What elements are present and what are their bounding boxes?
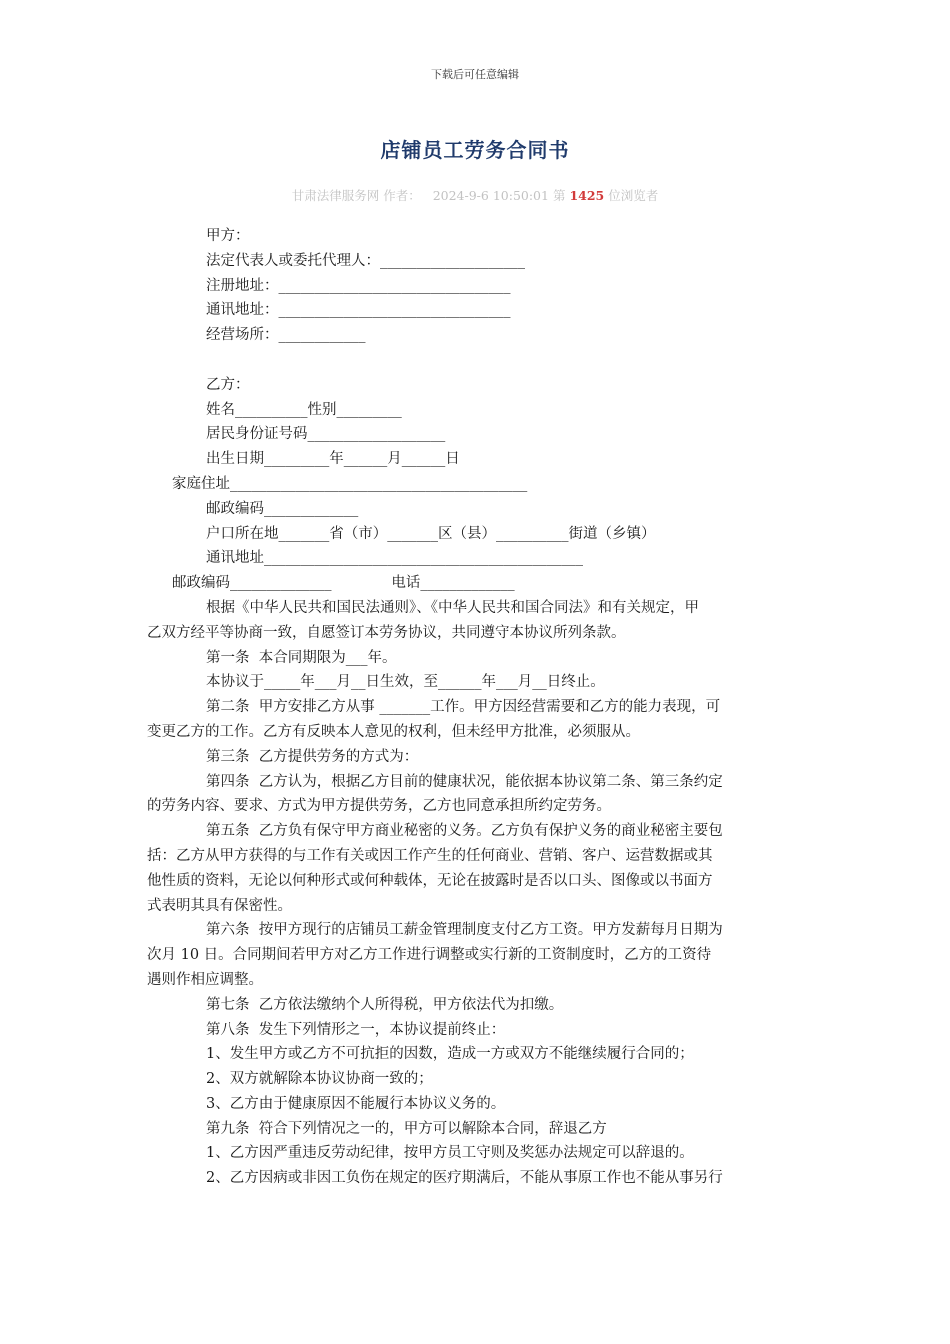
clause-line: 1、发生甲方或乙方不可抗拒的因数，造成一方或双方不能继续履行合同的； — [206, 1046, 694, 1063]
party-b-birth-date: 出生日期_________年______月______日 — [206, 451, 460, 468]
clause-line: 第六条 按甲方现行的店铺员工薪金管理制度支付乙方工资。甲方发薪每月日期为 — [206, 922, 723, 939]
clause-line: 第七条 乙方依法缴纳个人所得税，甲方依法代为扣缴。 — [206, 996, 564, 1013]
clause-line: 的劳务内容、要求、方式为甲方提供劳务，乙方也同意承担所约定劳务。 — [147, 798, 611, 815]
clause-line: 本协议于_____年___月__日生效，至______年___月__日终止。 — [206, 674, 605, 691]
contract-body — [147, 224, 807, 1191]
header-note: 下载后可任意编辑 — [431, 68, 519, 81]
party-b-hukou: 户口所在地_______省（市）_______区（县）__________街道（乡镇） — [206, 525, 656, 542]
party-a-representative: 法定代表人或委托代理人：____________________ — [206, 252, 525, 269]
spacer — [147, 348, 807, 373]
clause-line: 第一条 本合同期限为___年。 — [206, 649, 397, 666]
clause-line: 第九条 符合下列情况之一的，甲方可以解除本合同，辞退乙方 — [206, 1120, 607, 1137]
meta-views-prefix: 第 — [552, 188, 566, 203]
clause-line: 根据《中华人民共和国民法通则》、《中华人民共和国合同法》和有关规定，甲 — [206, 599, 699, 616]
clause-line: 遇则作相应调整。 — [147, 971, 263, 988]
clause-line: 第三条 乙方提供劳务的方式为： — [206, 748, 419, 765]
clause-line: 他性质的资料，无论以何种形式或何种载体，无论在披露时是否以口头、图像或以书面方 — [147, 872, 713, 889]
clause-line: 次月 10 日。合同期间若甲方对乙方工作进行调整或实行新的工资制度时，乙方的工资待 — [147, 947, 712, 964]
clause-line: 2、双方就解除本协议协商一致的； — [206, 1071, 433, 1088]
clause-line: 变更乙方的工作。乙方有反映本人意见的权利，但未经甲方批准，必须服从。 — [147, 723, 640, 740]
clause-line: 第八条 发生下列情形之一，本协议提前终止： — [206, 1021, 506, 1038]
party-b-postcode: 邮政编码_____________ — [206, 500, 359, 517]
article-meta — [0, 186, 950, 204]
party-a-registered-address: 注册地址：________________________________ — [206, 277, 511, 294]
clause-line: 括：乙方从甲方获得的与工作有关或因工作产生的任何商业、营销、客户、运营数据或其 — [147, 847, 713, 864]
meta-view-count: 1425 — [569, 188, 605, 203]
clause-line: 第二条 甲方安排乙方从事 _______工作。甲方因经营需要和乙方的能力表现，可 — [206, 699, 721, 716]
clause-line: 乙双方经平等协商一致，自愿签订本劳务协议，共同遵守本协议所列条款。 — [147, 624, 626, 641]
document-title: 店铺员工劳务合同书 — [380, 138, 570, 162]
party-b-label: 乙方： — [206, 376, 250, 393]
clause-line: 第五条 乙方负有保守甲方商业秘密的义务。乙方负有保护义务的商业秘密主要包 — [206, 823, 723, 840]
meta-author-label: 作者： — [383, 188, 421, 203]
clause-line: 1、乙方因严重违反劳动纪律，按甲方员工守则及奖惩办法规定可以辞退的。 — [206, 1145, 694, 1162]
party-a-premises: 经营场所：____________ — [206, 327, 366, 344]
party-b-postcode-phone: 邮政编码______________ 电话_____________ — [172, 575, 515, 592]
clause-line: 第四条 乙方认为，根据乙方目前的健康状况，能依据本协议第二条、第三条约定 — [206, 773, 723, 790]
meta-datetime: 2024-9-6 10:50:01 — [432, 188, 549, 203]
party-b-id-number: 居民身份证号码___________________ — [206, 426, 446, 443]
clause-line: 2、乙方因病或非因工负伤在规定的医疗期满后，不能从事原工作也不能从事另行 — [206, 1170, 723, 1187]
party-b-name-gender: 姓名__________性别_________ — [206, 401, 402, 418]
meta-views-suffix: 位浏览者 — [608, 188, 659, 203]
party-b-home-address: 家庭住址_________________________________________ — [172, 475, 528, 492]
clause-line: 3、乙方由于健康原因不能履行本协议义务的。 — [206, 1095, 506, 1112]
party-b-mailing-address: 通讯地址____________________________________________ — [206, 550, 583, 567]
meta-source: 甘肃法律服务网 — [291, 188, 380, 203]
clause-line: 式表明其具有保密性。 — [147, 897, 292, 914]
party-a-label: 甲方： — [206, 228, 250, 244]
party-a-mailing-address: 通讯地址：________________________________ — [206, 302, 511, 319]
